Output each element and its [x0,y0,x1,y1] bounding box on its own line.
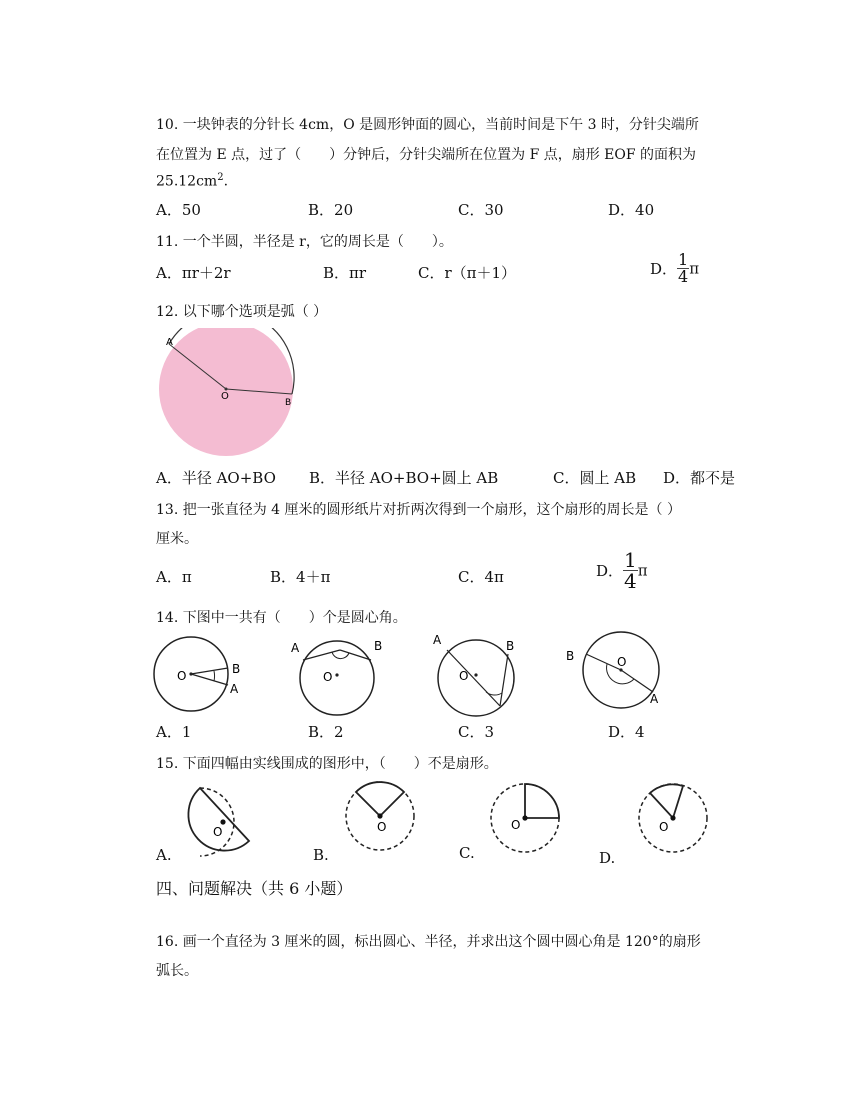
q14-b-label-o: O [323,670,333,684]
q14-figure-b [291,639,382,715]
q10-area-value: 25.12cm [156,173,218,190]
q14-a-label-a: A [230,682,239,696]
q14-b-label-a: A [291,641,300,655]
q13-fraction-numerator: 1 [624,548,637,572]
q14-option-a: A．1 [156,723,192,741]
q14-a-label-b: B [232,662,241,676]
q12-label-a: A [166,337,173,348]
q11-fraction-denominator: 4 [678,267,689,286]
q14-d-label-o: O [617,655,627,669]
q15-text: 15. 下面四幅由实线围成的图形中，（ ）不是扇形。 [156,756,498,772]
q11-option-d [650,252,699,285]
q14-c-label-b: B [506,639,515,653]
q11-text: 11. 一个半圆，半径是 r，它的周长是（ ）。 [156,234,453,250]
q12-option-c: C．圆上 AB [553,469,637,487]
q10-option-b: B．20 [308,201,354,219]
q16-line2: 弧长。 [156,963,198,979]
q10-line1: 10. 一块钟表的分针长 4cm，O 是圆形钟面的圆心，当前时间是下午 3 时，分针尖端所 [156,117,699,133]
q15-figure-d [639,784,707,852]
q15-option-b: B. [313,846,329,864]
q14-option-c: C．3 [458,723,495,741]
q15-option-a: A. [156,846,172,864]
q15-b-label-o: O [377,820,387,834]
q15-figures [150,778,720,863]
q13-line2: 厘米。 [156,531,198,547]
q15-figure-a [188,788,249,856]
q13-option-d-prefix: D． [596,562,624,580]
q13-option-d [596,550,648,591]
q13-fraction [623,550,638,591]
q10-area-exponent: 2 [217,172,224,183]
q10-line3 [156,172,228,190]
q15-figure-b [346,782,414,850]
q14-figure-c [433,633,514,716]
q14-text: 14. 下图中一共有（ ）个是圆心角。 [156,610,407,626]
q14-figure-d [566,632,659,708]
q15-d-label-o: O [659,820,669,834]
q10-line2: 在位置为 E 点，过了（ ）分钟后，分针尖端所在位置为 F 点，扇形 EOF 的面积为 [156,147,697,163]
q10-option-d: D．40 [608,201,655,219]
q12-label-b: B [285,398,292,408]
q15-c-label-o: O [511,818,521,832]
q11-option-b: B．πr [323,264,367,282]
q16-line1: 16. 画一个直径为 3 厘米的圆，标出圆心、半径，并求出这个圆中圆心角是 120°的扇形 [156,934,701,950]
q14-option-b: B．2 [308,723,344,741]
q13-option-b: B．4＋π [270,568,331,586]
q15-a-label-o: O [213,825,223,839]
q12-circle-figure [150,328,310,458]
q13-option-a: A．π [156,568,192,586]
q11-option-a: A．πr＋2r [156,264,231,282]
q15-figure-c [491,784,559,852]
q12-label-o: O [221,391,229,402]
q12-text: 12. 以下哪个选项是弧（ ） [156,304,328,320]
q11-option-c: C．r（π＋1） [418,264,517,282]
q11-option-d-prefix: D． [650,260,678,278]
q10-area-period: . [223,173,229,190]
q13-line1: 13. 把一张直径为 4 厘米的圆形纸片对折两次得到一个扇形，这个扇形的周长是（ ） [156,502,681,518]
q14-figure-a [154,637,240,711]
q14-b-label-b: B [374,639,383,653]
q11-option-d-pi: π [689,259,700,278]
q12-option-d: D．都不是 [663,469,736,487]
section-title-problem-solving: 四、问题解决（共 6 小题） [156,879,353,898]
q14-d-label-a: A [650,692,659,706]
q14-c-label-a: A [433,633,442,647]
q14-c-label-o: O [459,669,469,683]
q10-option-a: A．50 [156,201,201,219]
q12-option-a: A．半径 AO+BO [156,469,276,487]
q14-figures [150,630,690,720]
q11-fraction [677,252,689,285]
q13-option-d-pi: π [637,561,648,580]
q12-option-b: B．半径 AO+BO+圆上 AB [309,469,499,487]
q13-option-c: C．4π [458,568,504,586]
q13-fraction-denominator: 4 [624,569,637,593]
q14-d-label-b: B [566,649,575,663]
q10-option-c: C．30 [458,201,504,219]
q15-option-c: C. [459,844,475,862]
q15-option-d: D. [599,849,616,867]
q11-fraction-numerator: 1 [678,250,689,269]
q14-a-label-o: O [177,669,187,683]
q14-option-d: D．4 [608,723,645,741]
